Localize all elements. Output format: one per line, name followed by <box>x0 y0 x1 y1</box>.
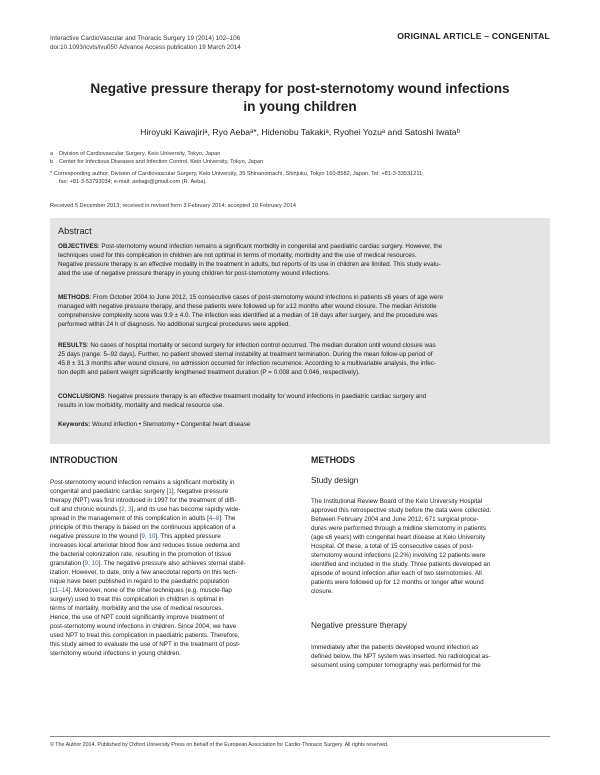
doi-line: doi:10.1093/icvts/ivu050 Advance Access publication 19 March 2014 <box>50 44 241 51</box>
text-line: episode of wound infection after each of two sternotomies. All <box>311 570 482 577</box>
text-line: defined below, the NPT system was inserted. No radiological as- <box>311 653 491 660</box>
text-line: (age ≤6 years) with congenital heart disease at Keio University <box>311 534 486 541</box>
objectives-label: OBJECTIVES <box>58 243 98 250</box>
journal-header <box>50 34 241 52</box>
text-line: cult and chronic wounds [2, 3], and its use has become rapidly wide- <box>50 506 241 513</box>
paper-title <box>50 80 550 116</box>
citation-link[interactable]: 11–14 <box>51 587 69 594</box>
affiliation-a <box>50 150 550 158</box>
affiliation-b <box>50 158 550 166</box>
received-dates: Received 5 December 2013; received in revised form 3 February 2014; accepted 10 February 2014 <box>50 203 296 209</box>
corresponding-line-1: * Corresponding author. Division of Cardiovascular Surgery, Keio University, 35 Shinanomachi, Shinjuku, Tokyo 160-8582, Japan. Tel: +81-3-33531211; <box>50 171 424 177</box>
author-list: Hiroyuki Kawajiriᵃ, Ryo Aebaᵃ*, Hidenobu Takakiᵃ, Ryohei Yozuᵃ and Satoshi Iwataᵇ <box>140 127 460 137</box>
citation-link[interactable]: 1 <box>168 488 172 495</box>
text-line: granulation [9, 10]. The negative pressure also achieves sternal stabil- <box>50 560 246 567</box>
text-line: sternotomy wound infections (2.2%) involving 12 patients were <box>311 552 486 559</box>
affiliation-text: Division of Cardiovascular Surgery, Keio University, Tokyo, Japan <box>59 151 221 157</box>
title-line-1: Negative pressure therapy for post-sternotomy wound infections <box>90 81 510 96</box>
methods-label: METHODS <box>58 294 90 301</box>
keywords-list: Wound infection • Sternotomy • Congenital heart disease <box>90 421 251 428</box>
citation-link[interactable]: 9, 10 <box>84 560 99 567</box>
affiliation-label: a <box>50 151 54 157</box>
corresponding-author <box>50 170 550 186</box>
text-line: surgery) used to treat this complication in children is optimal in <box>50 596 224 603</box>
text-line: negative pressure to the wound [9, 10]. This applied pressure <box>50 533 221 540</box>
article-type: ORIGINAL ARTICLE – CONGENITAL <box>397 31 550 41</box>
citation-link[interactable]: 9, 10 <box>141 533 156 540</box>
keywords-label: Keywords: <box>58 421 91 428</box>
text-line: post-sternotomy wound infections in children. Since 2004, we have <box>50 623 237 630</box>
abstract-methods: METHODS: From October 2004 to June 2012, 15 consecutive cases of post-sternotomy wound infections in patients ≤6 years of age were managed with negative pressure therapy, and these patients were followed up for ≥12 months after wound closure. The median Aristotle comprehensive complexity score was 9.9 ± 4.0. The infection was identified at a median of 16 days after surgery, and the procedure was performed within 24 h of diagnosis. No additional surgical procedures were applied. <box>58 294 443 328</box>
abstract-objectives: OBJECTIVES: Post-sternotomy wound infection remains a significant morbidity in congenital and paediatric cardiac surgery. However, the techniques used for this complication in children are not optimal in terms of mortality, morbidity and the use of medical resources. Negative pressure therapy is an effective modality in the treatment in adults, but reports of its use in children are limited. This study evalu- ated the use of negative pressure therapy in young children for post-sternotomy wound infections. <box>58 243 443 277</box>
text-line: nique have been published in regard to the paediatric population <box>50 578 230 585</box>
abstract-conclusions: CONCLUSIONS: Negative pressure therapy is an effective treatment modality for wound infections in paediatric cardiac surgery and results in low morbidity, mortality and medical resource use. <box>58 393 427 409</box>
text-line: ization. However, to date, only a few anecdotal reports on this tech- <box>50 569 238 576</box>
text-line: sternotomy wound infections in young children. <box>50 650 181 657</box>
text-line: closure. <box>311 588 334 595</box>
text-line: terms of mortality, morbidity and the use of medical resources. <box>50 605 224 612</box>
npt-heading: Negative pressure therapy <box>311 621 408 630</box>
introduction-heading: INTRODUCTION <box>50 455 118 465</box>
text-line: Hence, the use of NPT could significantly improve treatment of <box>50 614 225 621</box>
text-line: approved this retrospective study before the data were collected. <box>311 507 492 514</box>
text-line: used NPT to treat this complication in paediatric patients. Therefore, <box>50 632 240 639</box>
text-line: the bacterial colonization rate, resulting in the promotion of tissue <box>50 551 232 558</box>
affiliation-text: Center for Infectious Diseases and Infection Control, Keio University, Tokyo, Japan <box>59 159 264 165</box>
text-line: increases local arteriolar blood flow and reduces tissue oedema and <box>50 542 240 549</box>
text-line: principle of this therapy is based on the continuous application of a <box>50 524 236 531</box>
footer-divider <box>50 736 550 737</box>
copyright-footer: © The Author 2014. Published by Oxford University Press on behalf of the European Association for Cardio-Thoracic Surgery. All rights reserved. <box>50 742 389 748</box>
text-line: this study aimed to evaluate the use of NPT in the treatment of post- <box>50 641 240 648</box>
text-line: therapy (NPT) was first introduced in 1997 for the treatment of diffi- <box>50 497 237 504</box>
title-line-2: in young children <box>243 99 357 114</box>
text-line: [11–14]. Moreover, none of the other techniques (e.g. muscle-flap <box>50 587 232 594</box>
text-line: congenital and paediatric cardiac surgery [1]. Negative pressure <box>50 488 229 495</box>
text-line: dures were performed through a midline sternotomy in patients <box>311 525 487 532</box>
text-line: The Institutional Review Board of the Keio University Hospital <box>311 498 483 505</box>
text-line: Hospital. Of these, a total of 15 consecutive cases of post- <box>311 543 474 550</box>
corresponding-line-2: fax: +81-3-53793034; e-mail: aebajp@gmail.com (R. Aeba). <box>59 179 207 185</box>
text-line: sessment using computer tomography was performed for the <box>311 662 481 669</box>
text-line: patients were followed up for 12 months or longer after wound <box>311 579 484 586</box>
citation-link[interactable]: 4–8 <box>208 515 220 522</box>
introduction-body <box>50 478 289 658</box>
methods-heading: METHODS <box>311 455 355 465</box>
text-line: Post-sternotomy wound infection remains a significant morbidity in <box>50 479 235 486</box>
conclusions-label: CONCLUSIONS <box>58 393 105 400</box>
study-design-heading: Study design <box>311 476 359 485</box>
abstract-results: RESULTS: No cases of hospital mortality or second surgery for infection control occurred. The median duration until wound closure was 25 days (range: 5–92 days). Further, no patient showed sternal instability at treatment termination. During the mean follow-up period of 45.8 ± 31.3 months after wound closure, no admission occurred for infection recurrence. According to a multivariable analysis, the infec- tion depth and patient weight significantly lengthened treatment duration (P = 0.008 and 0.046, respectively). <box>58 342 436 376</box>
journal-line: Interactive CardioVascular and Thoracic Surgery 19 (2014) 102–106 <box>50 35 241 42</box>
keywords <box>58 421 542 428</box>
text-line: Between February 2004 and June 2012, 671 surgical proce- <box>311 516 479 523</box>
text-line: identified and included in the study. Three patients developed an <box>311 561 491 568</box>
citation-link[interactable]: 2, 3 <box>121 506 132 513</box>
text-line: spread in the management of this complication in adults [4–8]. The <box>50 515 236 522</box>
text-line: Immediately after the patients developed wound infection as <box>311 644 479 651</box>
affiliation-label: b <box>50 159 54 165</box>
abstract-title: Abstract <box>58 226 92 236</box>
study-design-body <box>311 497 550 596</box>
results-label: RESULTS <box>58 342 87 349</box>
npt-body <box>311 643 550 670</box>
